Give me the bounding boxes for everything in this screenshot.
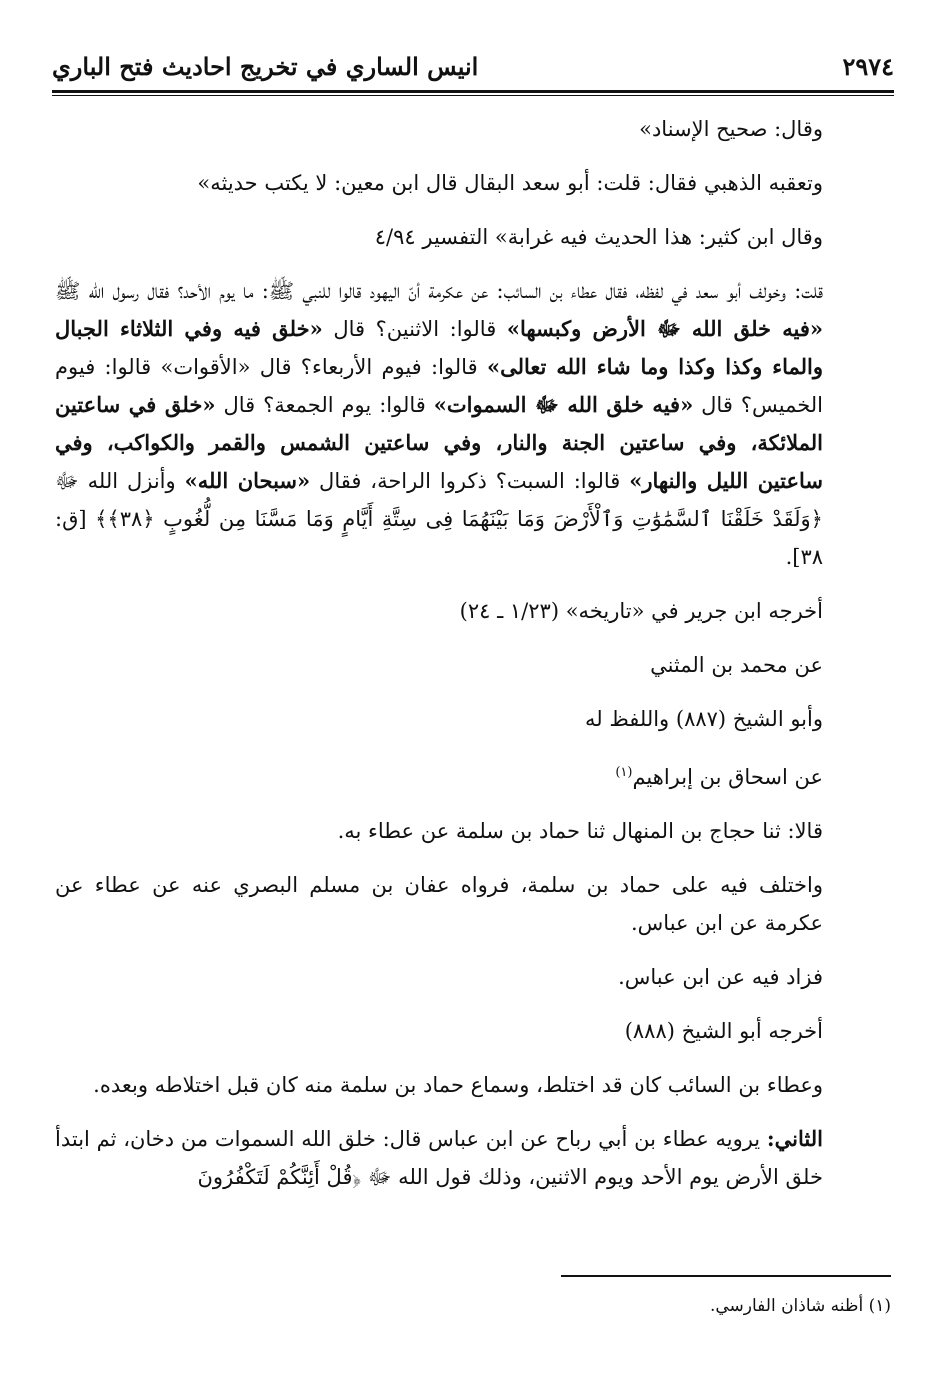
paragraph-long [55,272,891,576]
paragraph: عن محمد بن المثني [650,653,823,677]
text-run: قلت: وخولف أبو سعد في لفظه، فقال عطاء بن السائب: عن عكرمة أنّ اليهود قالوا للنبي ﷺ: ما يوم الأحد؟ فقال رسول الله ﷺ [55,279,823,303]
book-title: انيس الساري في تخريج احاديث فتح الباري [52,51,479,81]
text-run: يرويه عطاء بن أبي رباح عن ابن عباس قال: خلق الله السموات من دخان، ثم ابتدأ خلق الأرض يوم الأحد ويوم الاثنين، وذلك قول الله ﷻ [55,1127,823,1189]
bold-quote: «خلق في ساعتين الملائكة، وفي ساعتين الجنة والنار، وفي ساعتين الشمس والقمر والكواكب، وفي ساعتين الليل والنهار» [55,392,823,493]
text-run: قالوا: فيوم الأربعاء؟ قال «الأقوات» قالوا: فيوم الخميس؟ قال [55,355,824,417]
paragraph: وقال ابن كثير: هذا الحديث فيه غرابة» التفسير ٤/٩٤ [374,225,823,249]
footnote-ref: (١) [615,765,633,780]
paragraph: واختلف فيه على حماد بن سلمة، فرواه عفان بن مسلم البصري عنه عن عطاء عن عكرمة عن ابن عباس. [55,873,823,935]
header-rule-thin [52,95,894,96]
footnote-marker: (١) [868,1296,891,1316]
paragraph [55,754,891,796]
text-run: قالوا: الاثنين؟ قال [322,317,507,341]
paragraph: أخرجه أبو الشيخ (٨٨٨) [624,1019,823,1043]
paragraph: فزاد فيه عن ابن عباس. [618,965,823,989]
main-text [55,110,891,1212]
footnote [55,1292,891,1320]
text-run: قالوا: يوم الجمعة؟ قال [215,393,434,417]
text-run: عن اسحاق بن إبراهيم [632,765,823,789]
running-head [52,46,894,86]
footnote-rule [561,1275,891,1277]
header-rule [52,90,894,93]
text-run: وأنزل الله ﷻ [55,469,185,493]
quran-verse: ﴿وَلَقَدْ خَلَقْنَا ٱلسَّمَٰوَٰتِ وَٱلْأَرْضَ وَمَا بَيْنَهُمَا فِى سِتَّةِ أَيَّامٍ وَمَا مَسَّنَا مِن لُّغُوبٍ ﴿٣٨﴾﴾ [95,507,823,531]
bold-quote: «فيه خلق الله ﷻ السموات» [433,392,694,417]
bold-quote: «سبحان الله» [184,468,311,493]
text-run: [ق: ٣٨]. [55,507,823,569]
paragraph: وقال: صحيح الإسناد» [639,117,823,141]
bold-quote: «فيه خلق الله ﷻ الأرض وكبسها» [506,316,823,341]
quran-verse: ﴿قُلْ أَئِنَّكُمْ لَتَكْفُرُونَ [197,1165,362,1189]
footnote-text: أظنه شاذان الفارسي. [709,1296,864,1316]
bold-label: الثاني: [766,1126,823,1151]
bold-quote: «خلق فيه وفي الثلاثاء الجبال والماء وكذا وكذا وما شاء الله تعالى» [55,316,823,379]
paragraph: أخرجه ابن جرير في «تاريخه» (١/٢٣ ـ ٢٤) [459,599,823,623]
paragraph: وعطاء بن السائب كان قد اختلط، وسماع حماد بن سلمة منه كان قبل اختلاطه وبعده. [93,1073,823,1097]
paragraph [55,1120,891,1196]
page-number: ٢٩٧٤ [842,51,894,81]
paragraph: قالا: ثنا حجاج بن المنهال ثنا حماد بن سلمة عن عطاء به. [337,819,823,843]
text-run: قالوا: السبت؟ ذكروا الراحة، فقال [310,469,630,493]
paragraph: وأبو الشيخ (٨٨٧) واللفظ له [584,707,823,731]
paragraph: وتعقبه الذهبي فقال: قلت: أبو سعد البقال قال ابن معين: لا يكتب حديثه» [197,171,823,195]
